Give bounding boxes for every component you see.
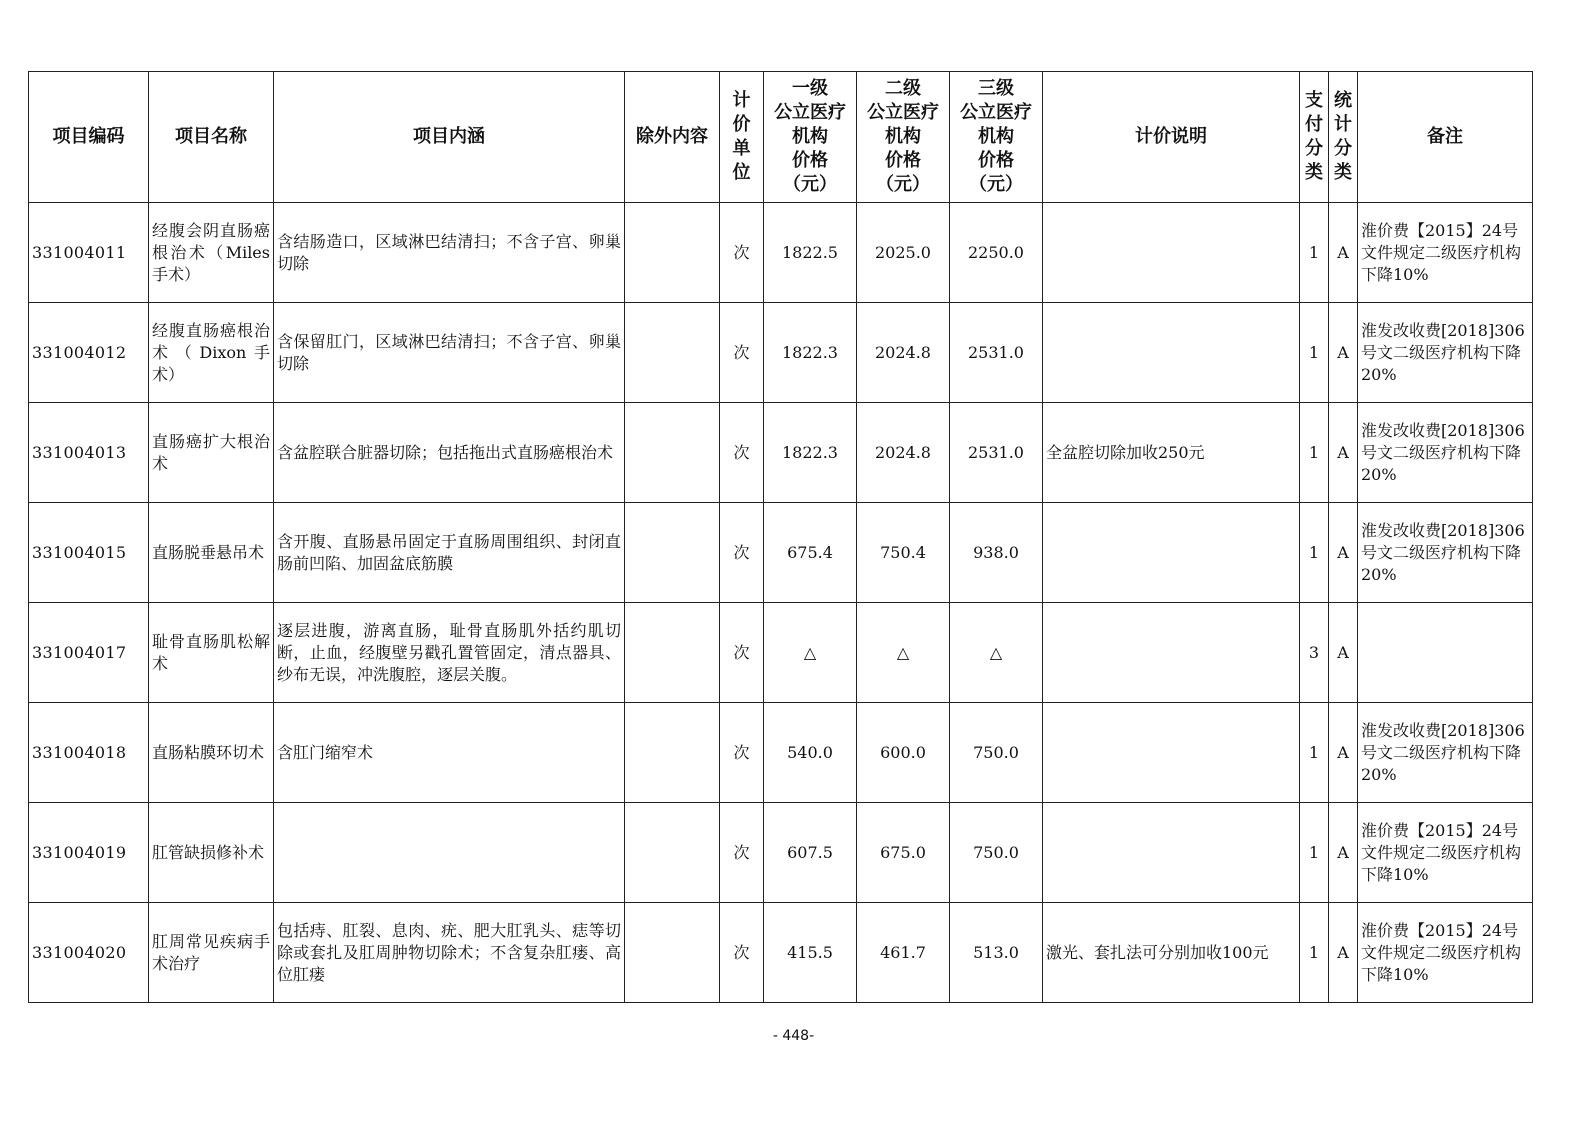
cell-code: 331004015: [29, 503, 149, 603]
cell-unit: 次: [720, 403, 764, 503]
cell-price-level2: 600.0: [857, 703, 950, 803]
cell-payment-category: 1: [1300, 903, 1329, 1003]
cell-code: 331004019: [29, 803, 149, 903]
cell-pricing-note: [1043, 703, 1300, 803]
cell-code: 331004012: [29, 303, 149, 403]
cell-unit: 次: [720, 703, 764, 803]
cell-pricing-note: 激光、套扎法可分别加收100元: [1043, 903, 1300, 1003]
cell-stat-category: A: [1329, 303, 1358, 403]
cell-payment-category: 1: [1300, 703, 1329, 803]
cell-content: [274, 803, 625, 903]
cell-pricing-note: [1043, 803, 1300, 903]
cell-remark: 淮发改收费[2018]306号文二级医疗机构下降20%: [1358, 703, 1533, 803]
cell-price-level1: △: [764, 603, 857, 703]
table-row: [29, 703, 1533, 803]
header-remark: 备注: [1358, 72, 1533, 203]
cell-unit: 次: [720, 903, 764, 1003]
cell-price-level1: 675.4: [764, 503, 857, 603]
cell-price-level3: 2250.0: [950, 203, 1043, 303]
cell-price-level2: 2024.8: [857, 403, 950, 503]
cell-unit: 次: [720, 303, 764, 403]
cell-name: 肛周常见疾病手术治疗: [149, 903, 274, 1003]
cell-price-level1: 1822.5: [764, 203, 857, 303]
cell-unit: 次: [720, 503, 764, 603]
cell-stat-category: A: [1329, 403, 1358, 503]
cell-payment-category: 1: [1300, 203, 1329, 303]
cell-price-level2: 461.7: [857, 903, 950, 1003]
header-unit: 计 价 单 位: [720, 72, 764, 203]
cell-name: 直肠脱垂悬吊术: [149, 503, 274, 603]
cell-price-level1: 1822.3: [764, 403, 857, 503]
cell-stat-category: A: [1329, 503, 1358, 603]
cell-exclusions: [625, 203, 720, 303]
table-row: [29, 603, 1533, 703]
cell-exclusions: [625, 803, 720, 903]
cell-exclusions: [625, 703, 720, 803]
cell-price-level1: 607.5: [764, 803, 857, 903]
cell-name: 经腹直肠癌根治术（Dixon手术）: [149, 303, 274, 403]
cell-name: 直肠癌扩大根治术: [149, 403, 274, 503]
cell-exclusions: [625, 903, 720, 1003]
header-pricing-note: 计价说明: [1043, 72, 1300, 203]
cell-exclusions: [625, 403, 720, 503]
header-price-level1: 一级 公立医疗 机构 价格 （元）: [764, 72, 857, 203]
cell-pricing-note: [1043, 303, 1300, 403]
cell-remark: 淮发改收费[2018]306号文二级医疗机构下降20%: [1358, 303, 1533, 403]
cell-price-level2: 750.4: [857, 503, 950, 603]
cell-payment-category: 1: [1300, 503, 1329, 603]
cell-name: 耻骨直肠肌松解术: [149, 603, 274, 703]
cell-remark: 淮价费【2015】24号文件规定二级医疗机构下降10%: [1358, 903, 1533, 1003]
cell-stat-category: A: [1329, 203, 1358, 303]
cell-payment-category: 3: [1300, 603, 1329, 703]
cell-content: 逐层进腹，游离直肠，耻骨直肠肌外括约肌切断，止血，经腹壁另戳孔置管固定，清点器具、纱布无误，冲洗腹腔，逐层关腹。: [274, 603, 625, 703]
header-content: 项目内涵: [274, 72, 625, 203]
cell-code: 331004018: [29, 703, 149, 803]
header-code: 项目编码: [29, 72, 149, 203]
cell-remark: 淮发改收费[2018]306号文二级医疗机构下降20%: [1358, 503, 1533, 603]
table-row: [29, 803, 1533, 903]
cell-price-level1: 415.5: [764, 903, 857, 1003]
header-stat-category: 统 计 分 类: [1329, 72, 1358, 203]
cell-content: 包括痔、肛裂、息肉、疣、肥大肛乳头、痣等切除或套扎及肛周肿物切除术；不含复杂肛瘘、高位肛瘘: [274, 903, 625, 1003]
cell-stat-category: A: [1329, 903, 1358, 1003]
cell-remark: 淮价费【2015】24号文件规定二级医疗机构下降10%: [1358, 203, 1533, 303]
cell-pricing-note: [1043, 503, 1300, 603]
cell-payment-category: 1: [1300, 403, 1329, 503]
cell-price-level2: 675.0: [857, 803, 950, 903]
header-payment-category: 支 付 分 类: [1300, 72, 1329, 203]
cell-price-level3: △: [950, 603, 1043, 703]
cell-payment-category: 1: [1300, 803, 1329, 903]
cell-remark: 淮发改收费[2018]306号文二级医疗机构下降20%: [1358, 403, 1533, 503]
cell-price-level3: 2531.0: [950, 403, 1043, 503]
fee-table: [28, 71, 1533, 1003]
cell-unit: 次: [720, 803, 764, 903]
table-row: [29, 203, 1533, 303]
cell-unit: 次: [720, 203, 764, 303]
cell-price-level2: 2024.8: [857, 303, 950, 403]
page-number: - 448-: [772, 1028, 815, 1044]
header-name: 项目名称: [149, 72, 274, 203]
cell-price-level3: 750.0: [950, 803, 1043, 903]
cell-price-level3: 2531.0: [950, 303, 1043, 403]
cell-stat-category: A: [1329, 603, 1358, 703]
cell-remark: 淮价费【2015】24号文件规定二级医疗机构下降10%: [1358, 803, 1533, 903]
cell-content: 含保留肛门，区域淋巴结清扫；不含子宫、卵巢切除: [274, 303, 625, 403]
cell-payment-category: 1: [1300, 303, 1329, 403]
cell-name: 肛管缺损修补术: [149, 803, 274, 903]
cell-price-level1: 540.0: [764, 703, 857, 803]
header-price-level2: 二级 公立医疗 机构 价格 （元）: [857, 72, 950, 203]
cell-price-level3: 938.0: [950, 503, 1043, 603]
cell-price-level3: 750.0: [950, 703, 1043, 803]
cell-pricing-note: [1043, 203, 1300, 303]
cell-price-level3: 513.0: [950, 903, 1043, 1003]
cell-pricing-note: [1043, 603, 1300, 703]
cell-exclusions: [625, 603, 720, 703]
cell-price-level1: 1822.3: [764, 303, 857, 403]
cell-content: 含肛门缩窄术: [274, 703, 625, 803]
cell-stat-category: A: [1329, 703, 1358, 803]
cell-remark: [1358, 603, 1533, 703]
cell-pricing-note: 全盆腔切除加收250元: [1043, 403, 1300, 503]
cell-content: 含盆腔联合脏器切除；包括拖出式直肠癌根治术: [274, 403, 625, 503]
cell-name: 经腹会阴直肠癌根治术（Miles手术）: [149, 203, 274, 303]
cell-code: 331004013: [29, 403, 149, 503]
cell-exclusions: [625, 303, 720, 403]
table-row: [29, 403, 1533, 503]
cell-name: 直肠粘膜环切术: [149, 703, 274, 803]
cell-content: 含开腹、直肠悬吊固定于直肠周围组织、封闭直肠前凹陷、加固盆底筋膜: [274, 503, 625, 603]
cell-code: 331004017: [29, 603, 149, 703]
cell-price-level2: 2025.0: [857, 203, 950, 303]
cell-code: 331004011: [29, 203, 149, 303]
cell-code: 331004020: [29, 903, 149, 1003]
table-row: [29, 303, 1533, 403]
cell-stat-category: A: [1329, 803, 1358, 903]
cell-content: 含结肠造口，区域淋巴结清扫；不含子宫、卵巢切除: [274, 203, 625, 303]
cell-exclusions: [625, 503, 720, 603]
table-row: [29, 503, 1533, 603]
cell-unit: 次: [720, 603, 764, 703]
table-row: [29, 903, 1533, 1003]
header-price-level3: 三级 公立医疗 机构 价格 （元）: [950, 72, 1043, 203]
header-exclusions: 除外内容: [625, 72, 720, 203]
header-row: [29, 72, 1533, 203]
cell-price-level2: △: [857, 603, 950, 703]
